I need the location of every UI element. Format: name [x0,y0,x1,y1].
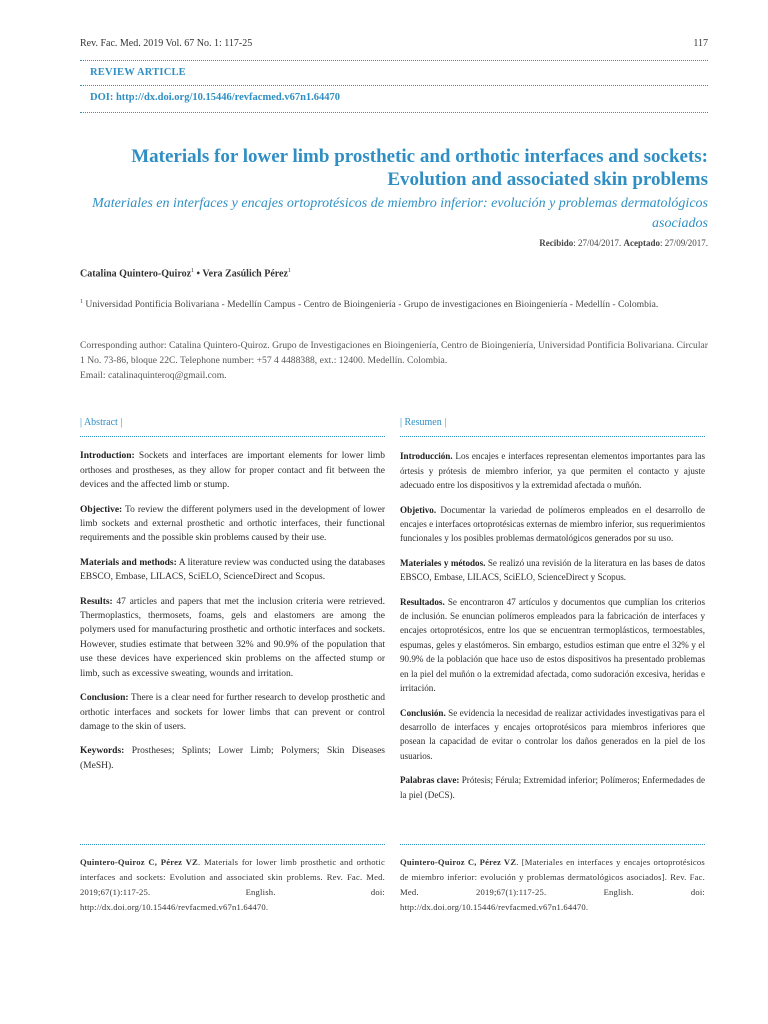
paragraph-text: Se evidencia la necesidad de realizar actividades investigativas para el desarrollo de interfaces y encajes ortoprotésicos para miembros inferiores que posean la capacidad de evitar o controlar los daños generados en la piel de los usuarios. [400,707,705,761]
correspondence [80,338,708,383]
paragraph-text: Se encontraron 47 artículos y documentos que cumplían los criterios de inclusión. Se enuncian polímeros empleados para la fabricación de interfaces y encajes ortoprotésicos, entre los que se encuentran termoplásticos, termoestables, espumas, geles y elastómeros. Sin embargo, estudios estiman que entre el 32% y el 90.9% de la población que hace uso de estos dispositivos ha presentado problemas en la piel del muñón o la extremidad afectada, como sudoración excesiva, heridas e irritación. [400,596,705,694]
accepted-label: Aceptado [623,238,660,248]
resumen-paragraph [400,556,705,585]
paragraph-text: There is a clear need for further research to develop prosthetic and orthotic interfaces and sockets for lower limbs that can prevent or control damage to the skin of users. [80,693,385,732]
resumen-heading: | Resumen | [400,416,705,437]
corresponding-author: Corresponding author: Catalina Quintero-Quiroz. Grupo de Investigaciones en Bioingeniería, Centro de Bioingeniería, Universidad Pontificia Bolivariana. Circular 1 No. 73-86, bloque 22C. Telephone number: +57 4 4488388, ext.: 12400. Medellín. Colombia. [80,340,708,366]
author-list [80,268,291,279]
email-link[interactable]: Email: catalinaquinteroq@gmail.com. [80,370,227,381]
journal-reference: Rev. Fac. Med. 2019 Vol. 67 No. 1: 117-25 [80,38,253,49]
paragraph-label: Introducción. [400,451,453,462]
divider [80,844,385,845]
divider [80,112,708,113]
paragraph-label: Objetivo. [400,504,437,515]
paragraph-text: Sockets and interfaces are important elements for lower limb orthoses and prostheses, as they allow for proper contact and fit between the devices and the affected limb or stump. [80,451,385,491]
abstract-paragraph [80,691,385,734]
abstract-heading: | Abstract | [80,416,385,437]
paragraph-label: Introduction: [80,451,135,462]
divider [80,60,708,61]
paragraph-text: Se realizó una revisión de la literatura en las bases de datos EBSCO, Embase, LILACS, SciELO, ScienceDirect y Scopus. [400,557,705,583]
citation-authors: Quintero-Quiroz C, Pérez VZ [80,857,198,867]
resumen-paragraph [400,773,705,802]
author-name: Catalina Quintero-Quiroz [80,268,192,280]
affiliation-marker: 1 [191,268,195,274]
doi-link[interactable]: DOI: http://dx.doi.org/10.15446/revfacmed.v67n1.64470 [90,92,341,103]
affiliation-text: Universidad Pontificia Bolivariana - Medellín Campus - Centro de Bioingeniería - Grupo de investigaciones en Bioingeniería - Medellín - Colombia. [83,299,659,311]
affiliation-marker: 1 [287,268,291,274]
running-head [80,38,708,49]
paragraph-text: A literature review was conducted using the databases EBSCO, Embase, LILACS, SciELO, ScienceDirect and Scopus. [80,557,385,583]
resumen-paragraph [400,706,705,764]
paragraph-text: Prótesis; Férula; Extremidad inferior; Polímeros; Enfermedades de la piel (DeCS). [400,775,705,800]
affiliation [80,294,690,313]
abstract-paragraph [80,503,385,546]
paragraph-text: Prostheses; Splints; Lower Limb; Polymers; Skin Diseases (MeSH). [80,746,385,771]
paragraph-label: Keywords: [80,746,125,757]
divider [400,844,705,845]
paragraph-label: Conclusión. [400,707,446,718]
received-accepted-dates [80,238,708,248]
paragraph-text: To review the different polymers used in the development of lower limb sockets and external prosthetic and orthotic interfaces, their functional requirements and the possible skin problems caused by their use. [80,504,385,544]
paragraph-label: Materiales y métodos. [400,557,486,568]
resumen-paragraph [400,595,705,696]
divider [80,85,708,86]
citation-authors: Quintero-Quiroz C, Pérez VZ [400,857,517,867]
received-date: : 27/04/2017. [573,238,622,248]
resumen-paragraph [400,449,705,492]
citation-text: . Materials for lower limb prosthetic and orthotic interfaces and sockets: Evolution and associated skin problems. Rev. Fac. Med. 2019;67(1):117-25. English. doi: http://dx.doi.org/10.15446/revfacmed.v67n1.64470. [80,857,385,912]
citation-english [80,844,385,915]
paragraph-label: Resultados. [400,596,445,607]
author-separator: • [194,268,203,280]
paragraph-label: Palabras clave: [400,775,460,786]
paragraph-text: Documentar la variedad de polímeros empleados en el desarrollo de encajes e interfaces ortoprotésicas externas de miembro inferior, sus requerimientos funcionales y los posibles problemas dermatológicos generados por su uso. [400,504,705,544]
author-name: Vera Zasúlich Pérez [202,268,288,280]
paragraph-text: 47 articles and papers that met the inclusion criteria were retrieved. Thermoplastics, thermosets, foams, gels and elastomers are among the polymers used for manufacturing prosthetic and orthotic interfaces and sockets. However, studies estimate that between 32% and 90.9% of the population that use these devices have experienced skin problems on the affected stump or limb, such as excessive sweating, wounds and irritation. [80,596,385,679]
paragraph-label: Results: [80,596,113,607]
article-type-label: REVIEW ARTICLE [90,67,186,78]
affiliation-marker: 1 [80,299,83,305]
abstract-paragraph [80,556,385,585]
article-title: Materials for lower limb prosthetic and orthotic interfaces and sockets: Evolution and associated skin problems [131,146,708,190]
resumen-column [400,416,705,812]
received-label: Recibido [539,238,574,248]
paragraph-label: Objective: [80,504,123,515]
paragraph-label: Conclusion: [80,693,129,704]
abstract-column [80,416,385,783]
paragraph-text: Los encajes e interfaces representan elementos importantes para las órtesis y prótesis de miembro inferior, ya que permiten el contacto y ajuste adecuado entre los dispositivos y la extremidad afectada o muñón. [400,451,705,491]
abstract-paragraph [80,744,385,773]
abstract-paragraph [80,449,385,492]
citation-spanish [400,844,705,915]
article-title-spanish: Materiales en interfaces y encajes ortoprotésicos de miembro inferior: evolución y problemas dermatológicos asociados [92,196,708,231]
resumen-paragraph [400,503,705,546]
citation-text: . [Materiales en interfaces y encajes ortoprotésicos de miembro inferior: evolución y problemas dermatológicos asociados]. Rev. Fac. Med. 2019;67(1):117-25. English. doi: http://dx.doi.org/10.15446/revfacmed.v67n1.64470. [400,857,705,912]
abstract-paragraph [80,595,385,681]
paragraph-label: Materials and methods: [80,557,177,568]
page-number: 117 [693,38,708,49]
accepted-date: : 27/09/2017. [659,238,708,248]
